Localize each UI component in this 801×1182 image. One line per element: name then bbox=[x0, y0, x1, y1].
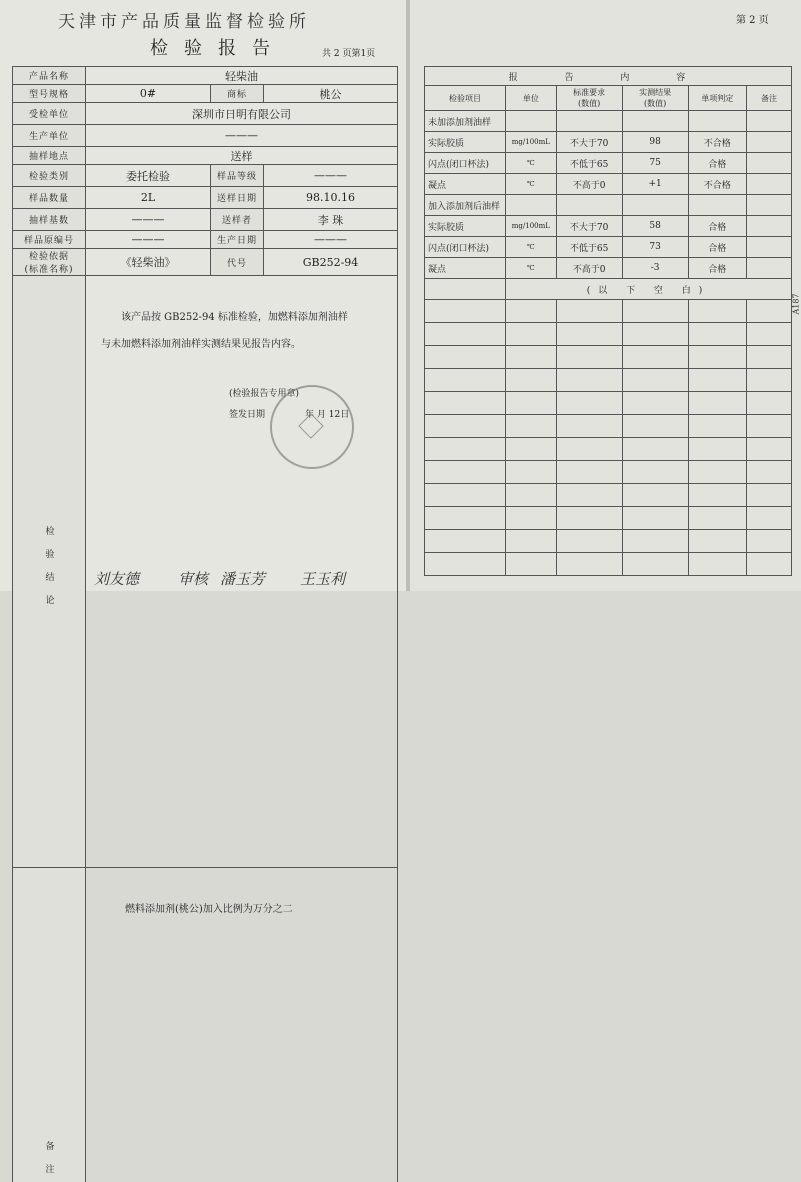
report-title: 检验报告 bbox=[150, 40, 286, 58]
empty-cell bbox=[556, 530, 622, 553]
result-cell: ℃ bbox=[506, 258, 557, 279]
field-label-2: 生产日期 bbox=[211, 231, 264, 249]
sign-date-label: 签发日期 bbox=[229, 410, 265, 420]
result-cell: 73 bbox=[622, 237, 688, 258]
conclusion-text-2: 与未加燃料添加剂油样实测结果见报告内容。 bbox=[101, 335, 394, 350]
remark-label bbox=[13, 868, 86, 1182]
signature: 潘玉芳 bbox=[220, 568, 265, 589]
empty-cell bbox=[506, 530, 557, 553]
empty-cell bbox=[425, 300, 506, 323]
result-cell: 合格 bbox=[688, 237, 746, 258]
field-value-2: 桃公 bbox=[264, 85, 398, 103]
result-cell: 凝点 bbox=[425, 258, 506, 279]
empty-cell bbox=[556, 323, 622, 346]
empty-cell bbox=[688, 530, 746, 553]
official-seal bbox=[270, 385, 354, 469]
result-cell: 不低于65 bbox=[556, 237, 622, 258]
field-label-2: 样品等级 bbox=[211, 165, 264, 187]
empty-cell bbox=[622, 553, 688, 576]
empty-cell bbox=[622, 484, 688, 507]
empty-cell bbox=[688, 300, 746, 323]
column-header: 实测结果 (数值) bbox=[622, 86, 688, 111]
section-title: 加入添加剂后油样 bbox=[425, 195, 506, 216]
page-info-right: 第 2 页 bbox=[736, 16, 769, 26]
empty-cell bbox=[506, 111, 557, 132]
blank-note: (以 下 空 白) bbox=[506, 279, 792, 300]
field-value: ——— bbox=[86, 125, 398, 147]
empty-row bbox=[425, 415, 792, 438]
empty-cell bbox=[556, 111, 622, 132]
result-cell: 不高于0 bbox=[556, 258, 622, 279]
empty-cell bbox=[506, 438, 557, 461]
result-cell bbox=[746, 258, 791, 279]
section-row bbox=[425, 111, 792, 132]
column-header-row bbox=[425, 86, 792, 111]
empty-row bbox=[425, 346, 792, 369]
remark-row bbox=[13, 868, 398, 1182]
page-info-left: 共 2 页第1页 bbox=[322, 50, 375, 59]
field-value-2: GB252-94 bbox=[264, 249, 398, 276]
empty-cell bbox=[622, 461, 688, 484]
result-cell bbox=[746, 132, 791, 153]
result-cell: ℃ bbox=[506, 153, 557, 174]
stamp-note: (检验报告专用章) bbox=[229, 386, 394, 399]
empty-cell bbox=[688, 392, 746, 415]
empty-cell bbox=[556, 346, 622, 369]
empty-cell bbox=[688, 507, 746, 530]
empty-cell bbox=[746, 369, 791, 392]
empty-cell bbox=[506, 392, 557, 415]
empty-cell bbox=[425, 346, 506, 369]
empty-cell bbox=[746, 553, 791, 576]
empty-cell bbox=[746, 300, 791, 323]
info-row bbox=[13, 231, 398, 249]
empty-cell bbox=[425, 553, 506, 576]
column-header: 单位 bbox=[506, 86, 557, 111]
result-row bbox=[425, 153, 792, 174]
blank-note-row bbox=[425, 279, 792, 300]
info-row bbox=[13, 165, 398, 187]
empty-cell bbox=[556, 553, 622, 576]
empty-cell bbox=[556, 438, 622, 461]
empty-cell bbox=[425, 438, 506, 461]
remark-text bbox=[125, 900, 394, 915]
section-title: 未加添加剂油样 bbox=[425, 111, 506, 132]
empty-cell bbox=[622, 111, 688, 132]
empty-cell bbox=[425, 392, 506, 415]
section-row bbox=[425, 195, 792, 216]
empty-cell bbox=[425, 369, 506, 392]
result-row bbox=[425, 258, 792, 279]
column-header: 标准要求 (数值) bbox=[556, 86, 622, 111]
empty-cell bbox=[688, 461, 746, 484]
conclusion-text-1: 该产品按 GB252-94 标准检验，加燃料添加剂油样 bbox=[121, 308, 394, 323]
empty-cell bbox=[622, 392, 688, 415]
result-cell: 实际胶质 bbox=[425, 216, 506, 237]
empty-cell bbox=[506, 323, 557, 346]
empty-cell bbox=[506, 461, 557, 484]
empty-cell bbox=[622, 530, 688, 553]
result-cell: 闪点(闭口杯法) bbox=[425, 237, 506, 258]
field-value: 轻柴油 bbox=[86, 67, 398, 85]
field-value: ——— bbox=[86, 209, 211, 231]
field-value: 委托检验 bbox=[86, 165, 211, 187]
result-cell: 实际胶质 bbox=[425, 132, 506, 153]
result-row bbox=[425, 237, 792, 258]
empty-cell bbox=[506, 369, 557, 392]
result-cell: mg/100mL bbox=[506, 216, 557, 237]
field-label: 检验依据 (标准名称) bbox=[13, 249, 86, 276]
result-cell: 不高于0 bbox=[556, 174, 622, 195]
empty-cell bbox=[688, 438, 746, 461]
info-row bbox=[13, 209, 398, 231]
signature: 审核 bbox=[178, 568, 208, 589]
field-label: 检验类别 bbox=[13, 165, 86, 187]
info-row bbox=[13, 187, 398, 209]
empty-cell bbox=[746, 195, 791, 216]
result-cell: 不合格 bbox=[688, 132, 746, 153]
empty-cell bbox=[622, 507, 688, 530]
empty-cell bbox=[622, 346, 688, 369]
empty-cell bbox=[556, 195, 622, 216]
empty-cell bbox=[746, 415, 791, 438]
info-row bbox=[13, 147, 398, 165]
result-cell: mg/100mL bbox=[506, 132, 557, 153]
empty-cell bbox=[425, 279, 506, 300]
empty-cell bbox=[556, 392, 622, 415]
empty-row bbox=[425, 300, 792, 323]
result-cell: 合格 bbox=[688, 216, 746, 237]
field-value-2: 98.10.16 bbox=[264, 187, 398, 209]
result-cell: 不合格 bbox=[688, 174, 746, 195]
result-cell: 闪点(闭口杯法) bbox=[425, 153, 506, 174]
info-row bbox=[13, 103, 398, 125]
empty-cell bbox=[425, 415, 506, 438]
field-value-2: 李 珠 bbox=[264, 209, 398, 231]
result-cell: +1 bbox=[622, 174, 688, 195]
empty-cell bbox=[556, 507, 622, 530]
empty-cell bbox=[506, 346, 557, 369]
empty-row bbox=[425, 553, 792, 576]
empty-cell bbox=[622, 323, 688, 346]
signature: 刘友德 bbox=[94, 568, 139, 589]
field-label-2: 送样日期 bbox=[211, 187, 264, 209]
result-cell: 合格 bbox=[688, 258, 746, 279]
result-cell bbox=[746, 237, 791, 258]
results-table bbox=[424, 66, 792, 576]
empty-cell bbox=[688, 111, 746, 132]
empty-cell bbox=[688, 553, 746, 576]
field-label: 型号规格 bbox=[13, 85, 86, 103]
result-cell bbox=[746, 174, 791, 195]
empty-cell bbox=[746, 438, 791, 461]
empty-row bbox=[425, 392, 792, 415]
field-label: 抽样地点 bbox=[13, 147, 86, 165]
empty-cell bbox=[746, 507, 791, 530]
empty-cell bbox=[746, 111, 791, 132]
empty-cell bbox=[688, 484, 746, 507]
empty-row bbox=[425, 323, 792, 346]
empty-cell bbox=[506, 484, 557, 507]
field-label: 抽样基数 bbox=[13, 209, 86, 231]
info-row bbox=[13, 249, 398, 276]
result-cell: ℃ bbox=[506, 174, 557, 195]
empty-row bbox=[425, 369, 792, 392]
signature: 王玉利 bbox=[300, 568, 345, 589]
field-value: 《轻柴油》 bbox=[86, 249, 211, 276]
empty-cell bbox=[556, 300, 622, 323]
empty-cell bbox=[746, 461, 791, 484]
result-cell: -3 bbox=[622, 258, 688, 279]
empty-cell bbox=[688, 195, 746, 216]
empty-row bbox=[425, 438, 792, 461]
result-cell: 合格 bbox=[688, 153, 746, 174]
result-cell: 不大于70 bbox=[556, 216, 622, 237]
empty-cell bbox=[622, 438, 688, 461]
result-cell: 98 bbox=[622, 132, 688, 153]
field-value-2: ——— bbox=[264, 231, 398, 249]
institution-header: 天津市产品质量监督检验所 bbox=[58, 14, 310, 31]
field-value: 2L bbox=[86, 187, 211, 209]
result-cell: 不大于70 bbox=[556, 132, 622, 153]
inspection-info-table bbox=[12, 66, 398, 1182]
empty-cell bbox=[746, 530, 791, 553]
empty-cell bbox=[746, 346, 791, 369]
result-cell: 不低于65 bbox=[556, 153, 622, 174]
result-cell: 58 bbox=[622, 216, 688, 237]
empty-cell bbox=[425, 461, 506, 484]
empty-cell bbox=[622, 195, 688, 216]
result-cell bbox=[746, 216, 791, 237]
empty-cell bbox=[556, 461, 622, 484]
column-header: 备注 bbox=[746, 86, 791, 111]
info-row bbox=[13, 85, 398, 103]
empty-cell bbox=[688, 369, 746, 392]
empty-row bbox=[425, 507, 792, 530]
column-header: 单项判定 bbox=[688, 86, 746, 111]
field-label: 样品数量 bbox=[13, 187, 86, 209]
report-content-header: 报 告 内 容 bbox=[425, 67, 792, 86]
empty-cell bbox=[622, 300, 688, 323]
empty-cell bbox=[425, 507, 506, 530]
empty-cell bbox=[506, 415, 557, 438]
empty-cell bbox=[688, 346, 746, 369]
empty-cell bbox=[425, 323, 506, 346]
result-row bbox=[425, 132, 792, 153]
empty-cell bbox=[622, 369, 688, 392]
field-label-2: 代号 bbox=[211, 249, 264, 276]
conclusion-label: 检验结论 bbox=[13, 276, 86, 868]
empty-cell bbox=[556, 369, 622, 392]
empty-cell bbox=[746, 484, 791, 507]
field-value: 0# bbox=[86, 85, 211, 103]
field-label: 样品原编号 bbox=[13, 231, 86, 249]
result-cell: ℃ bbox=[506, 237, 557, 258]
report-header-row bbox=[425, 67, 792, 86]
empty-cell bbox=[688, 415, 746, 438]
column-header: 检验项目 bbox=[425, 86, 506, 111]
field-value: 深圳市日明有限公司 bbox=[86, 103, 398, 125]
empty-cell bbox=[746, 323, 791, 346]
info-row bbox=[13, 67, 398, 85]
field-label: 生产单位 bbox=[13, 125, 86, 147]
report-page-2 bbox=[410, 0, 801, 591]
result-row bbox=[425, 174, 792, 195]
empty-row bbox=[425, 530, 792, 553]
empty-cell bbox=[506, 300, 557, 323]
empty-cell bbox=[506, 195, 557, 216]
field-label: 产品名称 bbox=[13, 67, 86, 85]
empty-cell bbox=[556, 484, 622, 507]
result-cell bbox=[746, 153, 791, 174]
field-value-2: ——— bbox=[264, 165, 398, 187]
field-label: 受检单位 bbox=[13, 103, 86, 125]
empty-cell bbox=[425, 530, 506, 553]
empty-row bbox=[425, 461, 792, 484]
remark-cell bbox=[86, 868, 398, 1182]
report-page-1 bbox=[0, 0, 410, 591]
empty-cell bbox=[556, 415, 622, 438]
field-value: ——— bbox=[86, 231, 211, 249]
empty-cell bbox=[506, 553, 557, 576]
info-row bbox=[13, 125, 398, 147]
sign-date-value: 年 月 12日 bbox=[305, 410, 349, 420]
result-cell: 凝点 bbox=[425, 174, 506, 195]
empty-cell bbox=[688, 323, 746, 346]
empty-cell bbox=[622, 415, 688, 438]
empty-cell bbox=[425, 484, 506, 507]
field-label-2: 商标 bbox=[211, 85, 264, 103]
result-row bbox=[425, 216, 792, 237]
field-value: 送样 bbox=[86, 147, 398, 165]
side-code: A187 bbox=[793, 293, 801, 314]
empty-cell bbox=[506, 507, 557, 530]
result-cell: 75 bbox=[622, 153, 688, 174]
field-label-2: 送样者 bbox=[211, 209, 264, 231]
empty-cell bbox=[746, 392, 791, 415]
empty-row bbox=[425, 484, 792, 507]
